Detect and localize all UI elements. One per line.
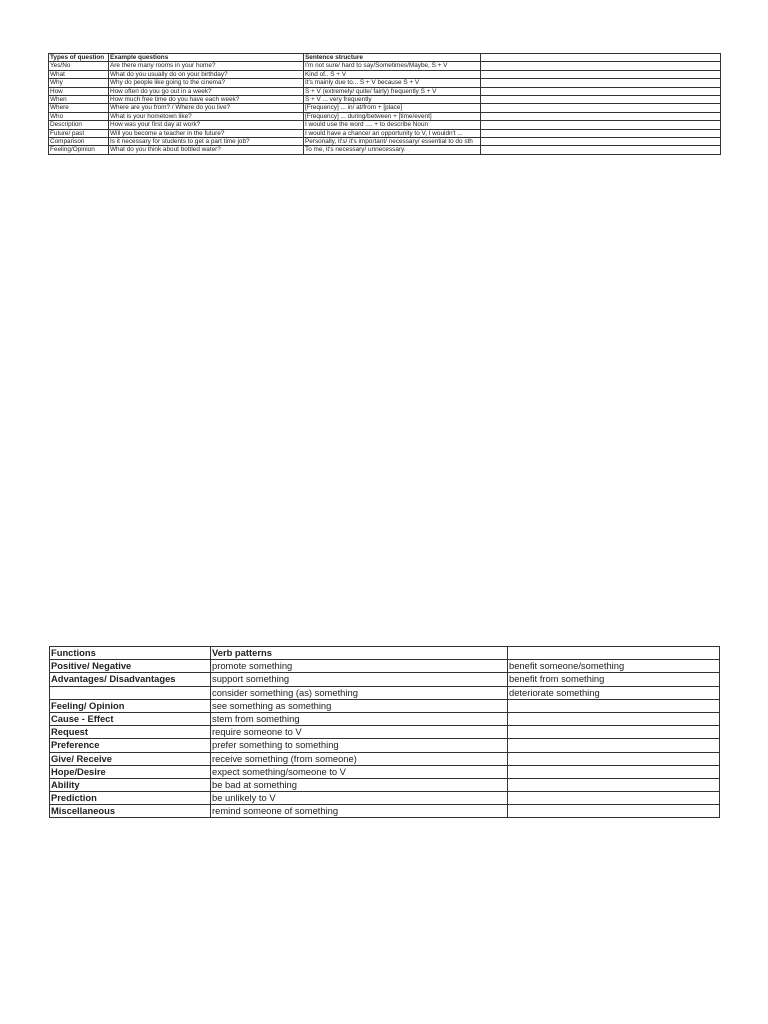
question-type-cell: Feeling/Opinion <box>49 146 109 154</box>
table-row <box>50 739 720 752</box>
sentence-structure-cell: I would use the word .... + to describe Noun <box>304 121 481 129</box>
header-sentence-structure: Sentence structure <box>304 54 481 62</box>
function-cell: Request <box>50 726 211 739</box>
verb-pattern-cell: stem from something <box>211 712 508 725</box>
table-row <box>49 96 721 104</box>
example-question-cell: How often do you go out in a week? <box>109 87 304 95</box>
empty-cell <box>481 79 721 87</box>
question-type-cell: Yes/No <box>49 62 109 70</box>
function-cell: Hope/Desire <box>50 765 211 778</box>
table-row <box>49 112 721 120</box>
function-cell <box>50 686 211 699</box>
table-row <box>50 699 720 712</box>
header-functions: Functions <box>50 647 211 660</box>
table-row <box>49 70 721 78</box>
function-cell: Cause - Effect <box>50 712 211 725</box>
verb-pattern-cell: expect something/someone to V <box>211 765 508 778</box>
empty-cell <box>481 138 721 146</box>
table-row <box>49 62 721 70</box>
example-question-cell: What do you usually do on your birthday? <box>109 70 304 78</box>
verb-pattern-cell: see something as something <box>211 699 508 712</box>
sentence-structure-cell: S + V ... very frequently <box>304 96 481 104</box>
table-row <box>50 726 720 739</box>
header-verb-patterns: Verb patterns <box>211 647 508 660</box>
sentence-structure-cell: Kind of.. S + V <box>304 70 481 78</box>
example-question-cell: Will you become a teacher in the future? <box>109 129 304 137</box>
table-row <box>49 121 721 129</box>
empty-cell <box>481 146 721 154</box>
function-cell: Give/ Receive <box>50 752 211 765</box>
question-type-cell: Description <box>49 121 109 129</box>
table-row <box>49 146 721 154</box>
question-type-cell: Future/ past <box>49 129 109 137</box>
empty-cell <box>481 87 721 95</box>
header-types-of-question: Types of question <box>49 54 109 62</box>
table-row <box>49 87 721 95</box>
sentence-structure-cell: Personally, it's/ it's important/ necessary/ essential to do sth <box>304 138 481 146</box>
question-type-cell: Where <box>49 104 109 112</box>
function-cell: Miscellaneous <box>50 805 211 818</box>
question-type-cell: What <box>49 70 109 78</box>
sentence-structure-cell: [Frequency] ... during/between + [time/event] <box>304 112 481 120</box>
function-cell: Feeling/ Opinion <box>50 699 211 712</box>
extra-pattern-cell <box>508 778 720 791</box>
extra-pattern-cell <box>508 792 720 805</box>
empty-cell <box>481 121 721 129</box>
question-types-table <box>48 53 721 155</box>
example-question-cell: How was your first day at work? <box>109 121 304 129</box>
table-row <box>49 79 721 87</box>
table-row <box>50 752 720 765</box>
extra-pattern-cell <box>508 752 720 765</box>
table-row <box>50 778 720 791</box>
verb-pattern-cell: support something <box>211 673 508 686</box>
sentence-structure-cell: I'm not sure/ hard to say/Sometimes/Maybe, S + V <box>304 62 481 70</box>
example-question-cell: How much free time do you have each week? <box>109 96 304 104</box>
question-type-cell: Comparison <box>49 138 109 146</box>
header-blank <box>481 54 721 62</box>
table-row <box>49 138 721 146</box>
extra-pattern-cell <box>508 739 720 752</box>
header-example-questions: Example questions <box>109 54 304 62</box>
extra-pattern-cell: benefit someone/something <box>508 660 720 673</box>
question-type-cell: Who <box>49 112 109 120</box>
extra-pattern-cell <box>508 726 720 739</box>
table-row <box>50 673 720 686</box>
extra-pattern-cell <box>508 699 720 712</box>
function-cell: Positive/ Negative <box>50 660 211 673</box>
example-question-cell: What do you think about bottled water? <box>109 146 304 154</box>
empty-cell <box>481 96 721 104</box>
verb-pattern-cell: remind someone of something <box>211 805 508 818</box>
question-type-cell: When <box>49 96 109 104</box>
extra-pattern-cell: deteriorate something <box>508 686 720 699</box>
table-row <box>50 805 720 818</box>
example-question-cell: What is your hometown like? <box>109 112 304 120</box>
verb-pattern-cell: promote something <box>211 660 508 673</box>
sentence-structure-cell: [Frequency] ... in/ at/from + [place] <box>304 104 481 112</box>
function-cell: Preference <box>50 739 211 752</box>
empty-cell <box>481 70 721 78</box>
functions-header-row <box>50 647 720 660</box>
empty-cell <box>481 129 721 137</box>
table-row <box>50 765 720 778</box>
example-question-cell: Is it necessary for students to get a part time job? <box>109 138 304 146</box>
verb-pattern-cell: receive something (from someone) <box>211 752 508 765</box>
question-type-cell: Why <box>49 79 109 87</box>
verb-pattern-cell: be unlikely to V <box>211 792 508 805</box>
function-cell: Prediction <box>50 792 211 805</box>
sentence-structure-cell: To me, it's necessary/ unnecessary. <box>304 146 481 154</box>
sentence-structure-cell: S + V (extremely/ quite/ fairly) frequently S + V <box>304 87 481 95</box>
table-row <box>50 792 720 805</box>
example-question-cell: Why do people like going to the cinema? <box>109 79 304 87</box>
sentence-structure-cell: It's mainly due to... S + V because S + V <box>304 79 481 87</box>
empty-cell <box>481 112 721 120</box>
function-cell: Ability <box>50 778 211 791</box>
question-type-cell: How <box>49 87 109 95</box>
extra-pattern-cell <box>508 765 720 778</box>
example-question-cell: Are there many rooms in your home? <box>109 62 304 70</box>
verb-pattern-cell: consider something (as) something <box>211 686 508 699</box>
table-row <box>49 104 721 112</box>
sentence-structure-cell: I would have a chance/ an opportunity to V, I wouldn't ... <box>304 129 481 137</box>
verb-pattern-cell: require someone to V <box>211 726 508 739</box>
extra-pattern-cell: benefit from something <box>508 673 720 686</box>
table-row <box>50 660 720 673</box>
empty-cell <box>481 104 721 112</box>
function-cell: Advantages/ Disadvantages <box>50 673 211 686</box>
table-row <box>50 712 720 725</box>
question-types-header-row <box>49 54 721 62</box>
empty-cell <box>481 62 721 70</box>
table-row <box>50 686 720 699</box>
header-blank <box>508 647 720 660</box>
example-question-cell: Where are you from? / Where do you live? <box>109 104 304 112</box>
table-row <box>49 129 721 137</box>
extra-pattern-cell <box>508 712 720 725</box>
extra-pattern-cell <box>508 805 720 818</box>
verb-pattern-cell: be bad at something <box>211 778 508 791</box>
functions-table <box>49 646 720 818</box>
verb-pattern-cell: prefer something to something <box>211 739 508 752</box>
